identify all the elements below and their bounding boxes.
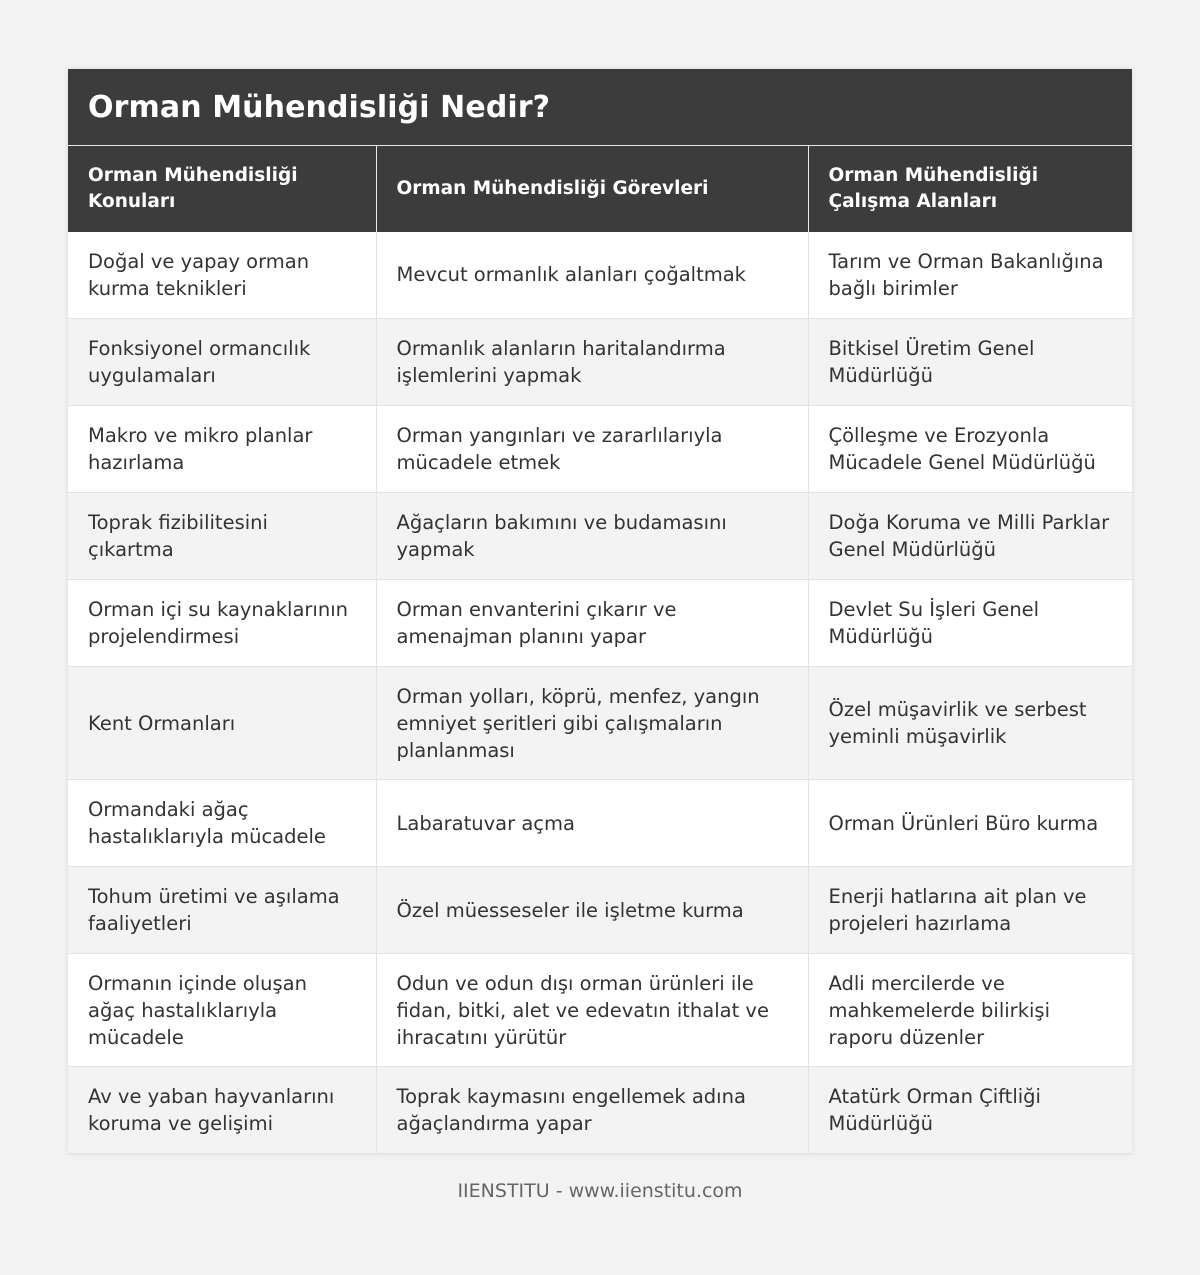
cell-duty: Orman yangınları ve zararlılarıyla mücadele etmek (376, 406, 808, 493)
cell-topic: Ormanın içinde oluşan ağaç hastalıklarıyla mücadele (68, 954, 376, 1067)
table-row (68, 1067, 1132, 1154)
cell-duty: Toprak kaymasını engellemek adına ağaçlandırma yapar (376, 1067, 808, 1154)
cell-duty: Labaratuvar açma (376, 780, 808, 867)
cell-duty: Orman yolları, köprü, menfez, yangın emniyet şeritleri gibi çalışmaların planlanması (376, 667, 808, 780)
cell-work-area: Enerji hatlarına ait plan ve projeleri hazırlama (808, 867, 1132, 954)
info-card (68, 69, 1132, 1154)
table-row (68, 954, 1132, 1067)
cell-topic: Orman içi su kaynaklarının projelendirmesi (68, 580, 376, 667)
header-work-areas: Orman Mühendisliği Çalışma Alanları (808, 146, 1132, 232)
table-row (68, 780, 1132, 867)
data-table (68, 145, 1132, 1154)
cell-work-area: Bitkisel Üretim Genel Müdürlüğü (808, 319, 1132, 406)
cell-work-area: Atatürk Orman Çiftliği Müdürlüğü (808, 1067, 1132, 1154)
cell-topic: Fonksiyonel ormancılık uygulamaları (68, 319, 376, 406)
cell-work-area: Devlet Su İşleri Genel Müdürlüğü (808, 580, 1132, 667)
cell-duty: Mevcut ormanlık alanları çoğaltmak (376, 232, 808, 319)
cell-duty: Odun ve odun dışı orman ürünleri ile fidan, bitki, alet ve edevatın ithalat ve ihracatını yürütür (376, 954, 808, 1067)
cell-work-area: Orman Ürünleri Büro kurma (808, 780, 1132, 867)
cell-work-area: Özel müşavirlik ve serbest yeminli müşavirlik (808, 667, 1132, 780)
cell-topic: Av ve yaban hayvanlarını koruma ve gelişimi (68, 1067, 376, 1154)
table-row (68, 580, 1132, 667)
table-row (68, 493, 1132, 580)
table-row (68, 667, 1132, 780)
cell-duty: Ormanlık alanların haritalandırma işlemlerini yapmak (376, 319, 808, 406)
cell-work-area: Doğa Koruma ve Milli Parklar Genel Müdürlüğü (808, 493, 1132, 580)
cell-topic: Ormandaki ağaç hastalıklarıyla mücadele (68, 780, 376, 867)
table-row (68, 232, 1132, 319)
cell-topic: Doğal ve yapay orman kurma teknikleri (68, 232, 376, 319)
header-row (68, 146, 1132, 232)
cell-duty: Ağaçların bakımını ve budamasını yapmak (376, 493, 808, 580)
table-row (68, 406, 1132, 493)
cell-work-area: Çölleşme ve Erozyonla Mücadele Genel Müdürlüğü (808, 406, 1132, 493)
table-row (68, 867, 1132, 954)
cell-topic: Makro ve mikro planlar hazırlama (68, 406, 376, 493)
cell-topic: Toprak fizibilitesini çıkartma (68, 493, 376, 580)
cell-work-area: Adli mercilerde ve mahkemelerde bilirkişi raporu düzenler (808, 954, 1132, 1067)
header-duties: Orman Mühendisliği Görevleri (376, 146, 808, 232)
cell-topic: Kent Ormanları (68, 667, 376, 780)
header-topics: Orman Mühendisliği Konuları (68, 146, 376, 232)
cell-duty: Orman envanterini çıkarır ve amenajman planını yapar (376, 580, 808, 667)
cell-topic: Tohum üretimi ve aşılama faaliyetleri (68, 867, 376, 954)
cell-duty: Özel müesseseler ile işletme kurma (376, 867, 808, 954)
table-title: Orman Mühendisliği Nedir? (68, 69, 1132, 145)
footer-credit: IIENSTITU - www.iienstitu.com (457, 1180, 743, 1202)
table-row (68, 319, 1132, 406)
cell-work-area: Tarım ve Orman Bakanlığına bağlı birimler (808, 232, 1132, 319)
